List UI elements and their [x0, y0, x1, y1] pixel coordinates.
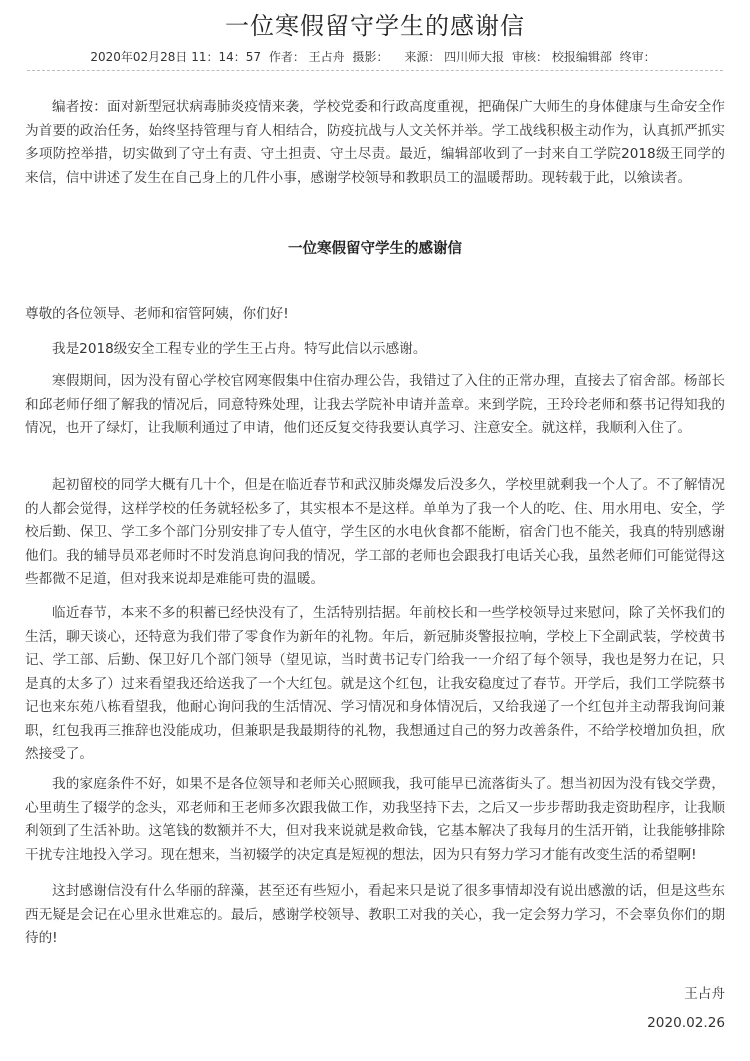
letter-paragraph: 临近春节，本来不多的积蓄已经快没有了，生活特别拮据。年前校长和一些学校领导过来慰问，除了关怀我们的生活，聊天谈心，还特意为我们带了零食作为新年的礼物。年后，新冠肺炎警报拉响，学校上下全副武装，学校黄书记、学工部、后勤、保卫好几个部门领导（望见谅，当时黄书记专门给我一一介绍了每个领导，我也是努力在记，只是真的太多了）过来看望我还给送我了一个大红包。就是这个红包，让我安稳度过了春节。开学后，我们工学院蔡书记也来东苑八栋看望我，他耐心询问我的生活情况、学习情况和身体情况后，又给我递了一个红包并主动帮我询问兼职，红包我再三推辞也没能成功，但兼职是我最期待的礼物，我想通过自己的努力改善条件，不给学校增加负担，欣然接受了。 [25, 605, 725, 762]
header-divider [27, 70, 723, 71]
meta-author: 作者： 王占舟 [268, 50, 345, 64]
meta-review: 审核： 校报编辑部 [512, 50, 612, 64]
editor-note: 编者按：面对新型冠状病毒肺炎疫情来袭，学校党委和行政高度重视，把确保广大师生的身体健康与生命安全作为首要的政治任务，始终坚持管理与育人相结合，防疫抗战与人文关怀并举。学工战线积极主动作为，认真抓严抓实多项防控举措，切实做到了守土有责、守土担责、守土尽责。最近，编辑部收到了一封来自工学院2018级王同学的来信，信中讲述了发生在自己身上的几件小事，感谢学校领导和教职员工的温暖帮助。现转载于此，以飨读者。 [25, 99, 725, 186]
meta-photo: 摄影： [352, 50, 389, 64]
letter-paragraph: 这封感谢信没有什么华丽的辞藻，甚至还有些短小，看起来只是说了很多事情却没有说出感激的话，但是这些东西无疑是会记在心里永世难忘的。最后，感谢学校领导、教职工对我的关心，我一定会努力学习，不会辜负你们的期待的! [25, 883, 725, 946]
letter-greeting: 尊敬的各位领导、老师和宿管阿姨，你们好! [25, 306, 289, 322]
letter-paragraph: 起初留校的同学大概有几十个，但是在临近春节和武汉肺炎爆发后没多久，学校里就剩我一个人了。不了解情况的人都会觉得，这样学校的任务就轻松多了，其实根本不是这样。单单为了我一个人的吃、住、用水用电、安全，学校后勤、保卫、学工多个部门分别安排了专人值守，学生区的水电伙食都不能断，宿舍门也不能关，我真的特别感谢他们。我的辅导员邓老师时不时发消息询问我的情况，学工部的老师也会跟我打电话关心我，虽然老师们可能觉得这些都微不足道，但对我来说却是难能可贵的温暖。 [25, 477, 725, 587]
letter-signature: 王占舟 [684, 986, 725, 1002]
letter-date: 2020.02.26 [647, 1015, 725, 1031]
article-meta [0, 48, 750, 65]
letter-paragraph: 我是2018级安全工程专业的学生王占舟。特写此信以示感谢。 [52, 341, 427, 357]
letter-title: 一位寒假留守学生的感谢信 [288, 241, 462, 257]
meta-final: 终审： [619, 50, 656, 64]
meta-datetime: 2020年02月28日 11：14：57 [90, 50, 262, 64]
article-title: 一位寒假留守学生的感谢信 [225, 12, 525, 40]
meta-source: 来源： 四川师大报 [404, 50, 505, 64]
letter-paragraph: 我的家庭条件不好，如果不是各位领导和老师关心照顾我，我可能早已流落街头了。想当初因为没有钱交学费，心里萌生了辍学的念头，邓老师和王老师多次跟我做工作，劝我坚持下去，之后又一步步帮助我走资助程序，让我顺利领到了生活补助。这笔钱的数额并不大，但对我来说就是救命钱，它基本解决了我每月的生活开销，让我能够排除干扰专注地投入学习。现在想来，当初辍学的决定真是短视的想法，因为只有努力学习才能有改变生活的希望啊! [25, 776, 725, 863]
letter-paragraph: 寒假期间，因为没有留心学校官网寒假集中住宿办理公告，我错过了入住的正常办理，直接去了宿舍部。杨部长和邱老师仔细了解我的情况后，同意特殊处理，让我去学院补申请并盖章。来到学院，王玲玲老师和蔡书记得知我的情况，也开了绿灯，让我顺利通过了申请，他们还反复交待我要认真学习、注意安全。就这样，我顺利入住了。 [25, 373, 725, 436]
